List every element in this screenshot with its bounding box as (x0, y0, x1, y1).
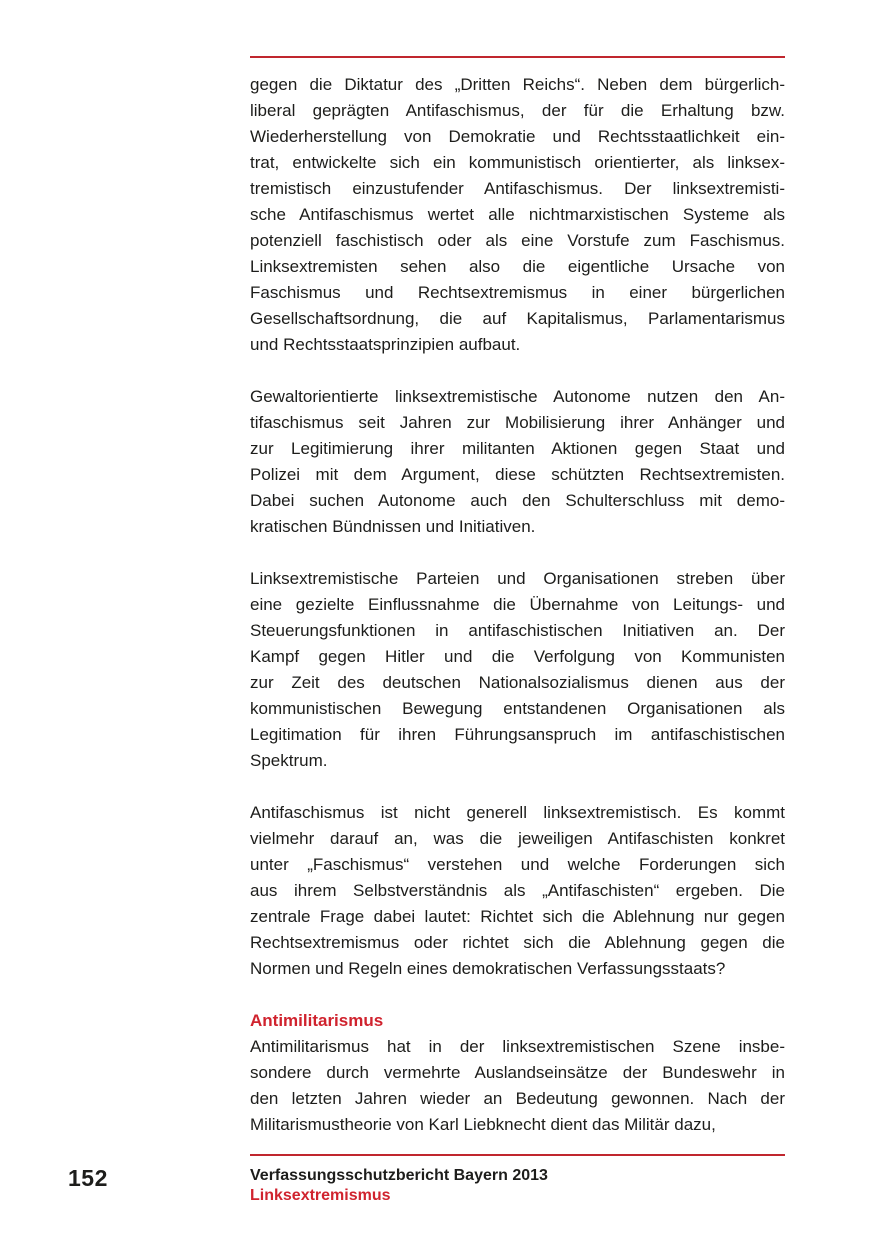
text-line: Antifaschismus ist nicht generell linksextremistisch. Es kommt (250, 803, 785, 822)
text-line: Rechtsextremismus oder richtet sich die Ablehnung gegen die (250, 933, 785, 952)
text-line: Dabei suchen Autonome auch den Schulterschluss mit demo- (250, 491, 785, 510)
text-line: tifaschismus seit Jahren zur Mobilisierung ihrer Anhänger und (250, 413, 785, 432)
text-line: sondere durch vermehrte Auslandseinsätze der Bundeswehr in (250, 1063, 785, 1082)
text-line: Kampf gegen Hitler und die Verfolgung von Kommunisten (250, 647, 785, 666)
text-line: sche Antifaschismus wertet alle nichtmarxistischen Systeme als (250, 205, 785, 224)
text-line: trat, entwickelte sich ein kommunistisch orientierter, als linksex- (250, 153, 785, 172)
text-line: unter „Faschismus“ verstehen und welche Forderungen sich (250, 855, 785, 874)
text-line: Steuerungsfunktionen in antifaschistischen Initiativen an. Der (250, 621, 785, 640)
text-line: Wiederherstellung von Demokratie und Rechtsstaatlichkeit ein- (250, 127, 785, 146)
text-line: Faschismus und Rechtsextremismus in einer bürgerlichen (250, 283, 785, 302)
text-line: Linksextremistische Parteien und Organisationen streben über (250, 569, 785, 588)
section-heading-text: Antimilitarismus (250, 1011, 384, 1030)
text-line: den letzten Jahren wieder an Bedeutung gewonnen. Nach der (250, 1089, 785, 1108)
text-line: aus ihrem Selbstverständnis als „Antifaschisten“ ergeben. Die (250, 881, 785, 900)
text-line: Gesellschaftsordnung, die auf Kapitalismus, Parlamentarismus (250, 309, 785, 328)
text-line: vielmehr darauf an, was die jeweiligen Antifaschisten konkret (250, 829, 785, 848)
text-line: Legitimation für ihren Führungsanspruch im antifaschistischen (250, 725, 785, 744)
text-line: Gewaltorientierte linksextremistische Autonome nutzen den An- (250, 387, 785, 406)
text-line: gegen die Diktatur des „Dritten Reichs“. Neben dem bürgerlich- (250, 75, 785, 94)
body-paragraph (250, 800, 785, 982)
text-line: zentrale Frage dabei lautet: Richtet sich die Ablehnung nur gegen (250, 907, 785, 926)
section-heading (250, 1008, 785, 1034)
footer-chapter-label: Linksextremismus (250, 1187, 391, 1204)
top-divider-rule (250, 56, 785, 58)
text-line: Linksextremisten sehen also die eigentliche Ursache von (250, 257, 785, 276)
text-line: Militarismustheorie von Karl Liebknecht dient das Militär dazu, (250, 1115, 716, 1134)
text-line: Spektrum. (250, 751, 328, 770)
footer-text-block (250, 1166, 785, 1206)
text-line: zur Legitimierung ihrer militanten Aktionen gegen Staat und (250, 439, 785, 458)
body-paragraph (250, 72, 785, 358)
text-line: zur Zeit des deutschen Nationalsozialismus dienen aus der (250, 673, 785, 692)
text-line: eine gezielte Einflussnahme die Übernahme von Leitungs- und (250, 595, 785, 614)
text-line: liberal geprägten Antifaschismus, der für die Erhaltung bzw. (250, 101, 785, 120)
text-line: potenziell faschistisch oder als eine Vorstufe zum Faschismus. (250, 231, 785, 250)
text-line: tremistisch einzustufender Antifaschismus. Der linksextremisti- (250, 179, 785, 198)
footer-report-title: Verfassungsschutzbericht Bayern 2013 (250, 1167, 548, 1184)
text-line: Normen und Regeln eines demokratischen Verfassungsstaats? (250, 959, 726, 978)
text-line: Polizei mit dem Argument, diese schützten Rechtsextremisten. (250, 465, 785, 484)
body-paragraph (250, 566, 785, 774)
text-line: kratischen Bündnissen und Initiativen. (250, 517, 536, 536)
footer-divider-rule (250, 1154, 785, 1156)
text-line: Antimilitarismus hat in der linksextremistischen Szene insbe- (250, 1037, 785, 1056)
text-line: kommunistischen Bewegung entstandenen Organisationen als (250, 699, 785, 718)
page-number: 152 (68, 1165, 108, 1191)
body-paragraph (250, 1034, 785, 1138)
text-line: und Rechtsstaatsprinzipien aufbaut. (250, 335, 521, 354)
body-text-column (250, 72, 785, 1138)
body-paragraph (250, 384, 785, 540)
